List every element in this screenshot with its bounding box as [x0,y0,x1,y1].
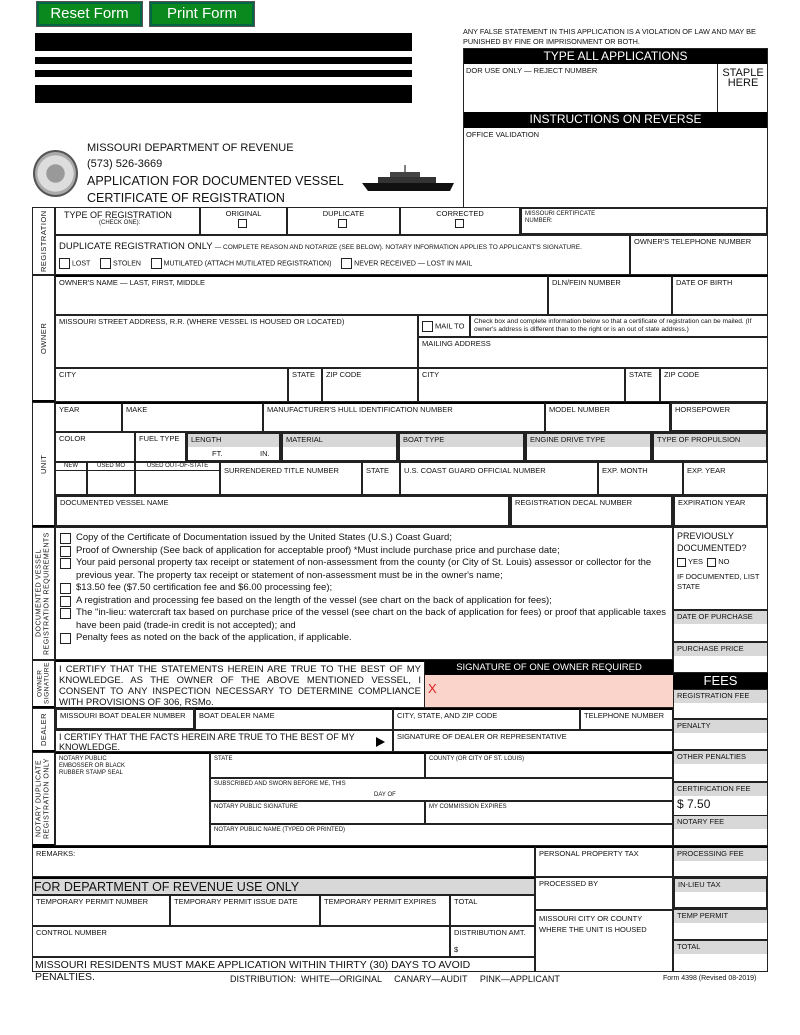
requirement-item[interactable]: Penalty fees as noted on the back of the application, if applicable. [60,632,668,645]
stolen-checkbox[interactable] [100,258,111,269]
type-of-registration: TYPE OF REGISTRATION (CHECK ONE): [55,207,200,235]
redaction-bar [35,33,412,51]
dealer-name-field[interactable]: BOAT DEALER NAME [195,708,393,730]
date-of-purchase-field[interactable]: DATE OF PURCHASE [673,610,768,642]
other-penalties-field[interactable]: OTHER PENALTIES [673,750,768,782]
total-fee-field[interactable]: TOTAL [673,940,768,972]
reject-number-label: DOR USE ONLY — REJECT NUMBER [466,66,598,75]
registration-fee-field[interactable]: REGISTRATION FEE [673,689,768,719]
hull-id-field[interactable]: MANUFACTURER'S HULL IDENTIFICATION NUMBER [263,402,545,432]
temp-permit-field[interactable]: TEMP PERMIT [673,909,768,940]
false-statement-notice: ANY FALSE STATEMENT IN THIS APPLICATION IS A VIOLATION OF LAW AND MAY BE PUNISHED BY FINE OR IMPRISONMENT OR BOTH. [463,27,756,46]
never-received-checkbox[interactable] [341,258,352,269]
duplicate-option[interactable]: DUPLICATE [287,207,400,235]
processing-fee-field[interactable]: PROCESSING FEE [673,846,768,877]
remarks-field[interactable]: REMARKS: [32,846,535,877]
section-label-requirements: DOCUMENTED VESSEL REGISTRATION REQUIREMENTS [32,527,55,660]
surrendered-title-field[interactable]: SURRENDERED TITLE NUMBER [220,462,362,495]
mailing-state-field[interactable]: STATE [625,368,660,402]
requirement-checkbox[interactable] [60,596,71,607]
corrected-checkbox[interactable] [455,219,464,228]
section-label-unit: UNIT [32,402,55,527]
mail-to-checkbox[interactable] [422,321,433,332]
decal-number-field[interactable]: REGISTRATION DECAL NUMBER [510,495,673,527]
horsepower-field[interactable]: HORSEPOWER [670,402,768,432]
requirements-checklist [55,527,673,660]
distribution-amount-field[interactable]: DISTRIBUTION AMT. $ [450,926,535,957]
instructions-banner: INSTRUCTIONS ON REVERSE [464,112,767,128]
form-header [87,141,344,207]
section-label-notary: NOTARY DUPLICATE REGISTRATION ONLY [32,752,55,846]
processed-by-field[interactable]: PROCESSED BY [535,877,673,910]
requirement-item[interactable]: Copy of the Certificate of Documentation issued by the United States (U.S.) Coast Guard; [60,532,668,545]
control-number-field[interactable]: CONTROL NUMBER [32,926,450,957]
form-number: Form 4398 (Revised 08-2019) [663,975,757,982]
owner-city-field[interactable]: CITY [55,368,288,402]
original-checkbox[interactable] [238,219,247,228]
vessel-name-field[interactable]: DOCUMENTED VESSEL NAME [55,495,510,527]
dor-use-only-banner: FOR DEPARTMENT OF REVENUE USE ONLY [32,877,535,895]
vessel-icon [360,165,460,193]
print-form-button[interactable]: Print Form [150,2,254,26]
subscribed-sworn-field[interactable]: SUBSCRIBED AND SWORN BEFORE ME, THIS DAY OF [210,778,673,801]
make-field[interactable]: MAKE [122,402,263,432]
mutilated-checkbox[interactable] [151,258,162,269]
owner-zip-field[interactable]: ZIP CODE [322,368,418,402]
dealer-number-field[interactable]: MISSOURI BOAT DEALER NUMBER [55,708,195,730]
uscg-number-field[interactable]: U.S. COAST GUARD OFFICIAL NUMBER [400,462,598,495]
notary-signature-field[interactable]: NOTARY PUBLIC SIGNATURE [210,801,425,824]
total-field[interactable]: TOTAL [450,895,535,926]
form-title: APPLICATION FOR DOCUMENTED VESSEL CERTIFICATE OF REGISTRATION [87,174,344,205]
redaction-bar [35,85,412,103]
notary-seal-area: NOTARY PUBLIC EMBOSSER OR BLACK RUBBER STAMP SEAL [55,752,210,846]
state-seal-logo [33,150,78,197]
department-phone: (573) 526-3669 [87,157,163,170]
section-label-owner: OWNER [32,275,55,402]
requirement-checkbox[interactable] [60,633,71,644]
notary-printed-name-field[interactable]: NOTARY PUBLIC NAME (TYPED OR PRINTED) [210,824,673,846]
mailing-city-field[interactable]: CITY [418,368,625,402]
notary-state-field[interactable]: STATE [210,752,425,778]
in-lieu-tax-field[interactable]: IN-LIEU TAX [673,877,768,909]
missouri-certificate-number-field[interactable]: MISSOURI CERTIFICATE NUMBER: [520,207,768,235]
engine-drive-type-field[interactable]: ENGINE DRIVE TYPE [525,432,652,462]
model-number-field[interactable]: MODEL NUMBER [545,402,670,432]
previously-documented: PREVIOUSLY DOCUMENTED? YES NO IF DOCUMENTED, LIST STATE [673,527,768,610]
purchase-price-field[interactable]: PURCHASE PRICE [673,642,768,673]
dor-box [463,48,768,208]
fees-banner: FEES [673,673,768,689]
date-of-birth-field[interactable]: DATE OF BIRTH [672,275,768,315]
street-address-field[interactable]: MISSOURI STREET ADDRESS, R.R. (WHERE VESSEL IS HOUSED OR LOCATED) [55,315,418,368]
title-state-field[interactable]: STATE [362,462,400,495]
original-option[interactable]: ORIGINAL [200,207,287,235]
residents-notice: MISSOURI RESIDENTS MUST MAKE APPLICATION WITHIN THIRTY (30) DAYS TO AVOID PENALTIES. [32,957,535,972]
dealer-certification-text: I CERTIFY THAT THE FACTS HEREIN ARE TRUE TO THE BEST OF MY KNOWLEDGE. [55,730,393,752]
temp-permit-issue-date-field[interactable]: TEMPORARY PERMIT ISSUE DATE [170,895,320,926]
material-field[interactable]: MATERIAL [281,432,398,462]
dln-fein-field[interactable]: DLN/FEIN NUMBER [548,275,672,315]
dealer-phone-field[interactable]: TELEPHONE NUMBER [580,708,673,730]
requirement-checkbox[interactable] [60,546,71,557]
requirement-item[interactable]: A registration and processing fee based on the length of the vessel (see chart on the back of application for fees); [60,595,668,608]
mail-to-option[interactable]: MAIL TO [418,315,470,337]
mailing-zip-field[interactable]: ZIP CODE [660,368,768,402]
color-field[interactable]: COLOR [55,432,135,462]
year-field[interactable]: YEAR [55,402,122,432]
arrow-right-icon [376,737,385,747]
notary-county-field[interactable]: COUNTY (OR CITY OF ST. LOUIS) [425,752,673,778]
requirement-item[interactable]: Proof of Ownership (See back of application for acceptable proof) *Must include purchase price and purchase date; [60,545,668,558]
owner-state-field[interactable]: STATE [288,368,322,402]
duplicate-checkbox[interactable] [338,219,347,228]
used-out-of-state-field[interactable]: USED OUT-OF-STATE [135,462,220,495]
mailing-address-field[interactable]: MAILING ADDRESS [418,337,768,368]
length-field[interactable]: LENGTH FT. IN. [186,432,281,462]
boat-type-field[interactable]: BOAT TYPE [398,432,525,462]
owner-signature-field[interactable]: X [425,675,673,708]
penalty-field[interactable]: PENALTY [673,719,768,750]
personal-property-tax-field[interactable]: PERSONAL PROPERTY TAX [535,846,673,877]
requirement-checkbox[interactable] [60,583,71,594]
distribution-text: DISTRIBUTION: WHITE—ORIGINAL CANARY—AUDIT PINK—APPLICANT [230,974,560,984]
propulsion-type-field[interactable]: TYPE OF PROPULSION [652,432,768,462]
owner-telephone-field[interactable]: OWNER'S TELEPHONE NUMBER [630,235,768,275]
lost-checkbox[interactable] [59,258,70,269]
yes-checkbox[interactable] [677,558,686,567]
temp-permit-number-field[interactable]: TEMPORARY PERMIT NUMBER [32,895,170,926]
certification-fee-field: CERTIFICATION FEE $ 7.50 [673,782,768,816]
requirement-checkbox[interactable] [60,608,71,619]
exp-year-field[interactable]: EXP. YEAR [683,462,768,495]
owner-signature-banner: SIGNATURE OF ONE OWNER REQUIRED [425,660,673,675]
expiration-year-field[interactable]: EXPIRATION YEAR [673,495,768,527]
dealer-signature-field[interactable]: SIGNATURE OF DEALER OR REPRESENTATIVE [393,730,673,752]
used-mo-field[interactable]: USED MO [87,462,135,495]
mail-to-note: Check box and complete information below so that a certificate of registration can be mailed. (If owner's address is different than to the right or is an out of state address.) [470,315,768,337]
owner-certification-text: I CERTIFY THAT THE STATEMENTS HEREIN ARE TRUE TO THE BEST OF MY KNOWLEDGE. AS THE OWNER OF THE ABOVE MENTIONED VESSEL, I CONSENT TO ANY INSPECTION NECESSARY TO DETERMINE COMPLIANCE WITH PROVISIONS OF 306, RSMo. [55,660,425,708]
requirement-checkbox[interactable] [60,533,71,544]
certification-fee-value: $ 7.50 [677,796,711,811]
redaction-bar [35,70,412,77]
city-county-housed-field[interactable]: MISSOURI CITY OR COUNTY WHERE THE UNIT IS HOUSED [535,910,673,972]
requirement-checkbox[interactable] [60,558,71,569]
reset-form-button[interactable]: Reset Form [37,2,142,26]
owner-name-field[interactable]: OWNER'S NAME — LAST, FIRST, MIDDLE [55,275,548,315]
temp-permit-expires-field[interactable]: TEMPORARY PERMIT EXPIRES [320,895,450,926]
section-label-dealer: DEALER [32,708,55,752]
section-label-owner-signature: OWNER SIGNATURE [32,660,55,708]
type-all-banner: TYPE ALL APPLICATIONS [464,49,767,64]
section-label-registration: REGISTRATION [32,207,55,275]
redaction-bar [35,57,412,64]
notary-fee-field[interactable]: NOTARY FEE [673,815,768,846]
no-checkbox[interactable] [707,558,716,567]
requirement-item[interactable]: Your paid personal property tax receipt or statement of non-assessment from the county (or City of St. Louis) assessor or collector for the previous year. The property tax receipt or statement of non-assessment must be in the owner's name; [60,557,668,582]
department-name: MISSOURI DEPARTMENT OF REVENUE [87,142,294,154]
exp-month-field[interactable]: EXP. MONTH [598,462,683,495]
dealer-city-field[interactable]: CITY, STATE, AND ZIP CODE [393,708,580,730]
corrected-option[interactable]: CORRECTED [400,207,520,235]
requirement-item[interactable]: $13.50 fee ($7.50 certification fee and $6.00 processing fee); [60,582,668,595]
commission-expires-field[interactable]: MY COMMISSION EXPIRES [425,801,673,824]
duplicate-reason: DUPLICATE REGISTRATION ONLY — COMPLETE REASON AND NOTARIZE (SEE BELOW). NOTARY INFORMATION APPLIES TO APPLICANT'S SIGNATURE. LOST STOLEN MUTILATED (ATTACH MUTILATED REGISTRATION) NEVER RECEIVED — LOST IN MAIL [55,235,630,275]
new-field[interactable]: NEW [55,462,87,495]
office-validation-label: OFFICE VALIDATION [466,130,540,139]
requirement-item[interactable]: The "in-lieu: watercraft tax based on purchase price of the vessel (see chart on the back of application for fees) or proof that applicable taxes have been paid (trade-in credit is not accepted); and [60,607,668,632]
staple-here: STAPLE HERE [717,64,768,112]
fuel-type-field[interactable]: FUEL TYPE [135,432,186,462]
